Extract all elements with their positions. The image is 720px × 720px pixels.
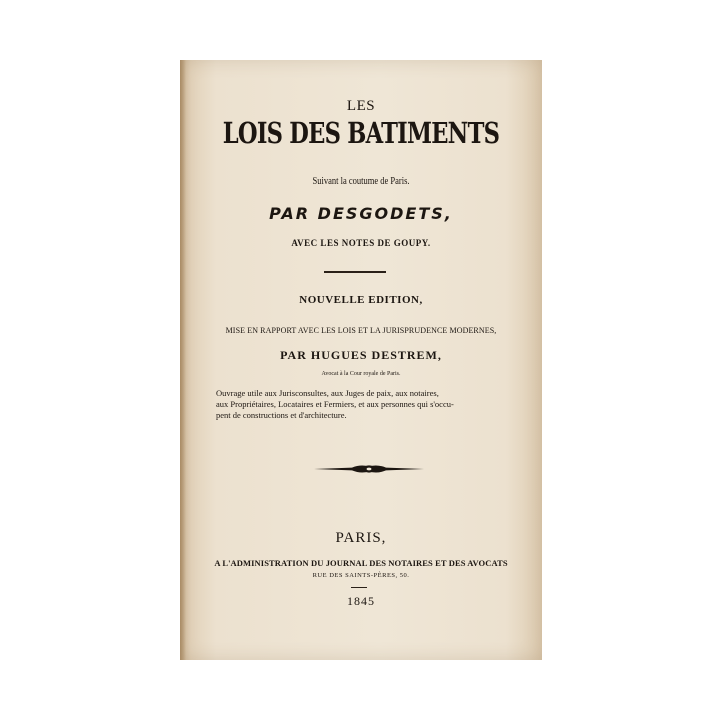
edition-line: NOUVELLE EDITION, — [299, 294, 423, 306]
ouvrage-line: aux Propriétaires, Locataires et Fermiers, et aux personnes qui s'occu- — [216, 399, 454, 409]
author-line: PAR DESGODETS, — [269, 204, 453, 223]
subtitle: Suivant la coutume de Paris. — [312, 176, 410, 187]
title-page-text — [180, 60, 542, 660]
edition-description: MISE EN RAPPORT AVEC LES LOIS ET LA JURISPRUDENCE MODERNES, — [225, 326, 497, 335]
publisher-line: A L'ADMINISTRATION DU JOURNAL DES NOTAIRES ET DES AVOCATS — [214, 558, 508, 568]
ouvrage-line: pent de constructions et d'architecture. — [216, 410, 347, 420]
ouvrage-paragraph — [216, 388, 516, 421]
divider-rule — [324, 271, 386, 273]
book-title-page — [180, 60, 542, 660]
publication-year: 1845 — [347, 594, 375, 608]
publication-city: PARIS, — [335, 530, 387, 546]
notes-line: AVEC LES NOTES DE GOUPY. — [291, 238, 431, 248]
short-rule — [351, 587, 367, 588]
title-article: LES — [346, 98, 376, 114]
ornamental-divider-icon — [314, 463, 424, 475]
main-title: LOIS DES BATIMENTS — [222, 116, 500, 150]
editor-role: Avocat à la Cour royale de Paris. — [321, 371, 401, 377]
editor-line: PAR HUGUES DESTREM, — [280, 348, 442, 362]
publisher-address: RUE DES SAINTS-PÈRES, 50. — [312, 572, 410, 579]
ouvrage-line: Ouvrage utile aux Jurisconsultes, aux Juges de paix, aux notaires, — [216, 388, 439, 398]
